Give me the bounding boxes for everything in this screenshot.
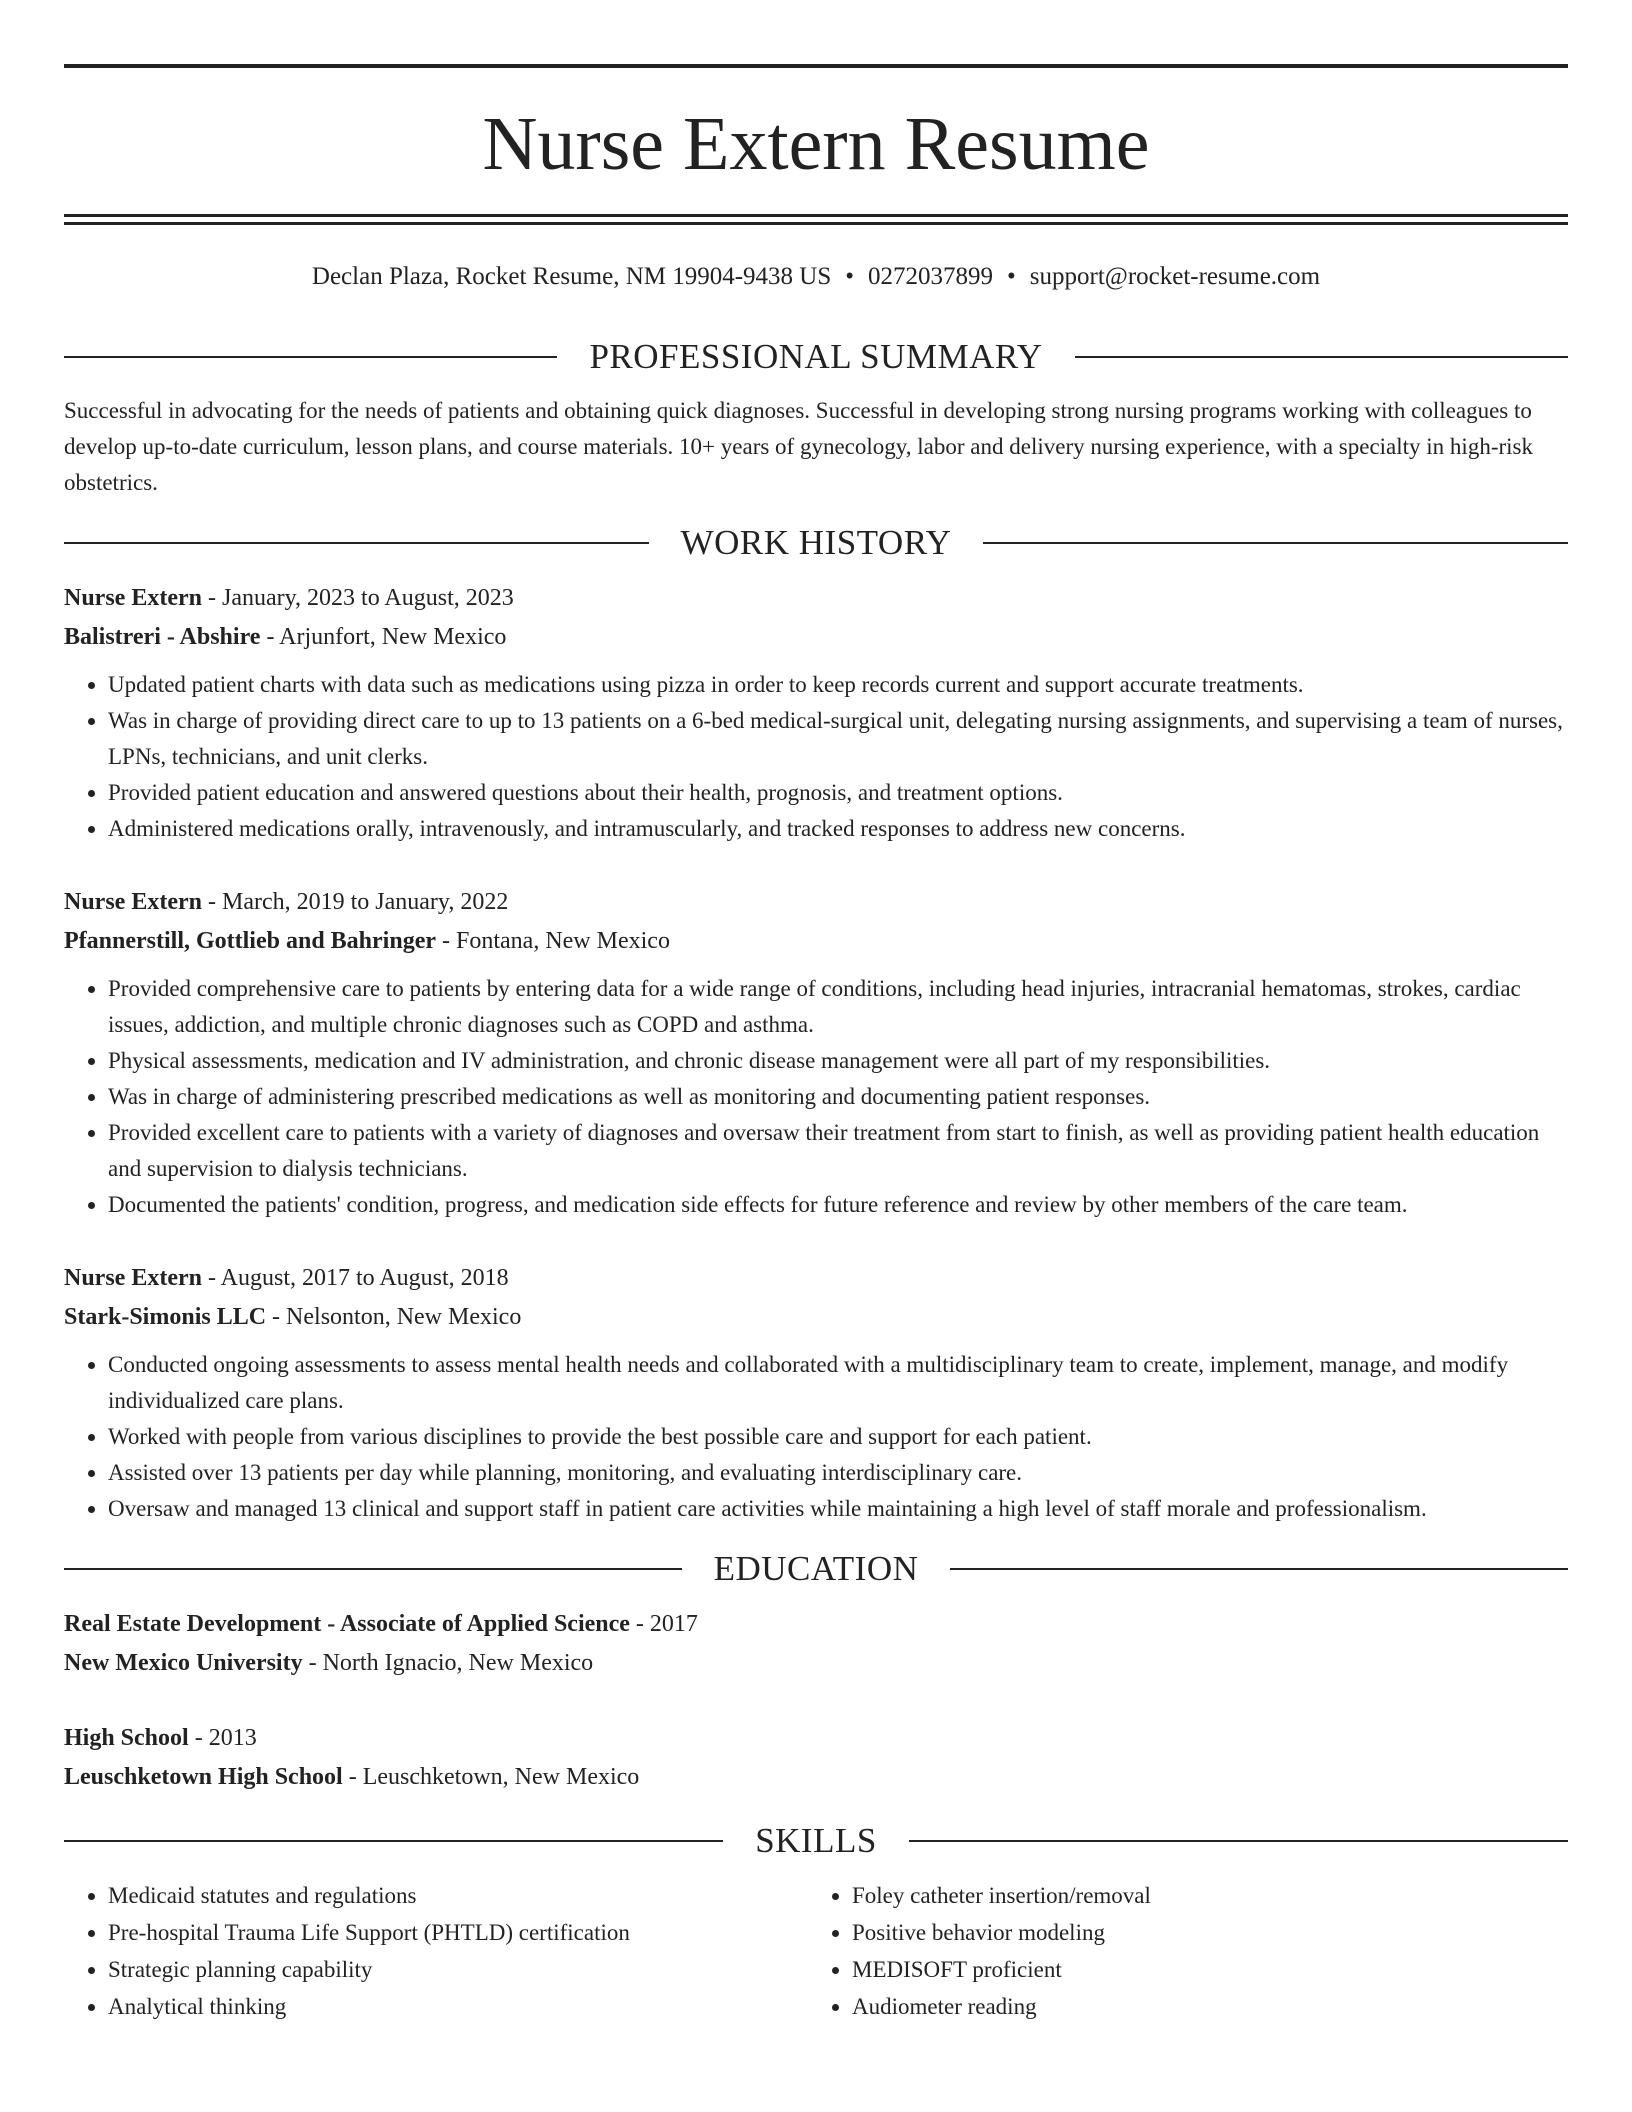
heading-rule-right [950, 1568, 1568, 1570]
skill-item: • MEDISOFT proficient [852, 1951, 1552, 1988]
resume-page [64, 64, 1568, 2025]
job-bullet: • Worked with people from various disciplines to provide the best possible care and support for each patient. [108, 1419, 1568, 1455]
skill-item: • Foley catheter insertion/removal [852, 1877, 1552, 1914]
title-double-rule [64, 214, 1568, 225]
contact-email: support@rocket-resume.com [1029, 263, 1321, 290]
heading-rule-left [64, 356, 557, 358]
job-bullet: • Conducted ongoing assessments to assess mental health needs and collaborated with a multidisciplinary team to create, implement, manage, and modify individualized care plans. [108, 1347, 1568, 1419]
skill-item: • Strategic planning capability [108, 1951, 808, 1988]
contact-separator: • [845, 263, 855, 290]
job-title: Nurse Extern [64, 889, 202, 915]
job-bullet: • Was in charge of providing direct care to up to 13 patients on a 6-bed medical-surgical unit, delegating nursing assignments, and supervising a team of nurses, LPNs, technicians, and unit clerks. [108, 703, 1568, 775]
job-location: - Arjunfort, New Mexico [260, 624, 507, 650]
section-title: WORK HISTORY [680, 523, 952, 562]
education-school: Leuschketown High School [64, 1764, 343, 1790]
education-degree-line [64, 1719, 1568, 1758]
job-dates: - January, 2023 to August, 2023 [201, 585, 514, 611]
job-bullet: • Provided comprehensive care to patients by entering data for a wide range of conditions, including head injuries, intracranial hematomas, strokes, cardiac issues, addiction, and multiple chronic diagnoses such as COPD and asthma. [108, 971, 1568, 1043]
job-bullets [64, 1347, 1568, 1527]
job-company-line [64, 1298, 1568, 1337]
skill-item: • Analytical thinking [108, 1988, 808, 2025]
heading-rule-left [64, 542, 649, 544]
job-bullet: • Updated patient charts with data such as medications using pizza in order to keep records current and support accurate treatments. [108, 667, 1568, 703]
job-company: Balistreri - Abshire [64, 624, 261, 650]
contact-line [64, 261, 1568, 293]
job-bullet: • Physical assessments, medication and IV administration, and chronic disease management were all part of my responsibilities. [108, 1043, 1568, 1079]
heading-rule-right [909, 1840, 1568, 1842]
job-company-line [64, 922, 1568, 961]
summary-text: Successful in advocating for the needs of patients and obtaining quick diagnoses. Successful in developing strong nursing programs working with colleagues to develop up-to-date curriculum, lesson plans, and course materials. 10+ years of gynecology, labor and delivery nursing experience, with a specialty in high-risk obstetrics. [64, 398, 1533, 495]
education-year: - 2017 [629, 1611, 698, 1637]
heading-rule-right [983, 542, 1568, 544]
job-dates: - March, 2019 to January, 2022 [201, 889, 509, 915]
section-heading-skills [64, 1819, 1568, 1863]
job-bullet: • Provided patient education and answered questions about their health, prognosis, and treatment options. [108, 775, 1568, 811]
skills-list [64, 1877, 1568, 2025]
job-location: - Fontana, New Mexico [436, 928, 670, 954]
job-bullet: • Administered medications orally, intravenously, and intramuscularly, and tracked responses to address new concerns. [108, 811, 1568, 847]
heading-rule-left [64, 1840, 723, 1842]
job-title: Nurse Extern [64, 1265, 202, 1291]
education-entry [64, 1719, 1568, 1797]
education-entry [64, 1605, 1568, 1683]
skill-item: • Medicaid statutes and regulations [108, 1877, 808, 1914]
education-degree: High School [64, 1725, 189, 1751]
job-bullets [64, 971, 1568, 1223]
section-title: EDUCATION [713, 1549, 919, 1588]
job-bullet: • Documented the patients' condition, progress, and medication side effects for future reference and review by other members of the care team. [108, 1187, 1568, 1223]
job-dates: - August, 2017 to August, 2018 [201, 1265, 509, 1291]
job-company: Stark-Simonis LLC [64, 1304, 267, 1330]
job-title-line [64, 579, 1568, 618]
skill-item: • Positive behavior modeling [852, 1914, 1552, 1951]
job-company: Pfannerstill, Gottlieb and Bahringer [64, 928, 436, 954]
education-degree: Real Estate Development - Associate of Applied Science [64, 1611, 630, 1637]
job-bullet: • Oversaw and managed 13 clinical and support staff in patient care activities while maintaining a high level of staff morale and professionalism. [108, 1491, 1568, 1527]
job-entry [64, 883, 1568, 1223]
section-heading-education [64, 1547, 1568, 1591]
education-location: - North Ignacio, New Mexico [302, 1650, 594, 1676]
job-entry [64, 579, 1568, 847]
section-heading-work [64, 521, 1568, 565]
job-entry [64, 1259, 1568, 1527]
job-bullet: • Provided excellent care to patients with a variety of diagnoses and oversaw their treatment from start to finish, as well as providing patient health education and supervision to dialysis technicians. [108, 1115, 1568, 1187]
education-location: - Leuschketown, New Mexico [342, 1764, 640, 1790]
job-title-line [64, 883, 1568, 922]
job-title-line [64, 1259, 1568, 1298]
skills-column-left [64, 1877, 808, 2025]
resume-title: Nurse Extern Resume [482, 102, 1150, 186]
contact-address: Declan Plaza, Rocket Resume, NM 19904-9438 US [311, 263, 832, 290]
job-title: Nurse Extern [64, 585, 202, 611]
section-heading-summary [64, 335, 1568, 379]
heading-rule-right [1075, 356, 1568, 358]
education-school-line [64, 1644, 1568, 1683]
job-location: - Nelsonton, New Mexico [266, 1304, 522, 1330]
education-year: - 2013 [188, 1725, 257, 1751]
heading-rule-left [64, 1568, 682, 1570]
skill-item: • Audiometer reading [852, 1988, 1552, 2025]
section-title: PROFESSIONAL SUMMARY [589, 337, 1043, 376]
job-bullets [64, 667, 1568, 847]
job-company-line [64, 618, 1568, 657]
skills-column-right [808, 1877, 1552, 2025]
education-school: New Mexico University [64, 1650, 303, 1676]
skill-item: • Pre-hospital Trauma Life Support (PHTLD) certification [108, 1914, 808, 1951]
job-bullet: • Was in charge of administering prescribed medications as well as monitoring and documenting patient responses. [108, 1079, 1568, 1115]
contact-phone: 0272037899 [868, 263, 994, 290]
job-bullet: • Assisted over 13 patients per day while planning, monitoring, and evaluating interdisciplinary care. [108, 1455, 1568, 1491]
contact-separator: • [1007, 263, 1016, 290]
section-title: SKILLS [755, 1821, 877, 1860]
education-school-line [64, 1758, 1568, 1797]
education-degree-line [64, 1605, 1568, 1644]
top-rule [64, 64, 1568, 68]
